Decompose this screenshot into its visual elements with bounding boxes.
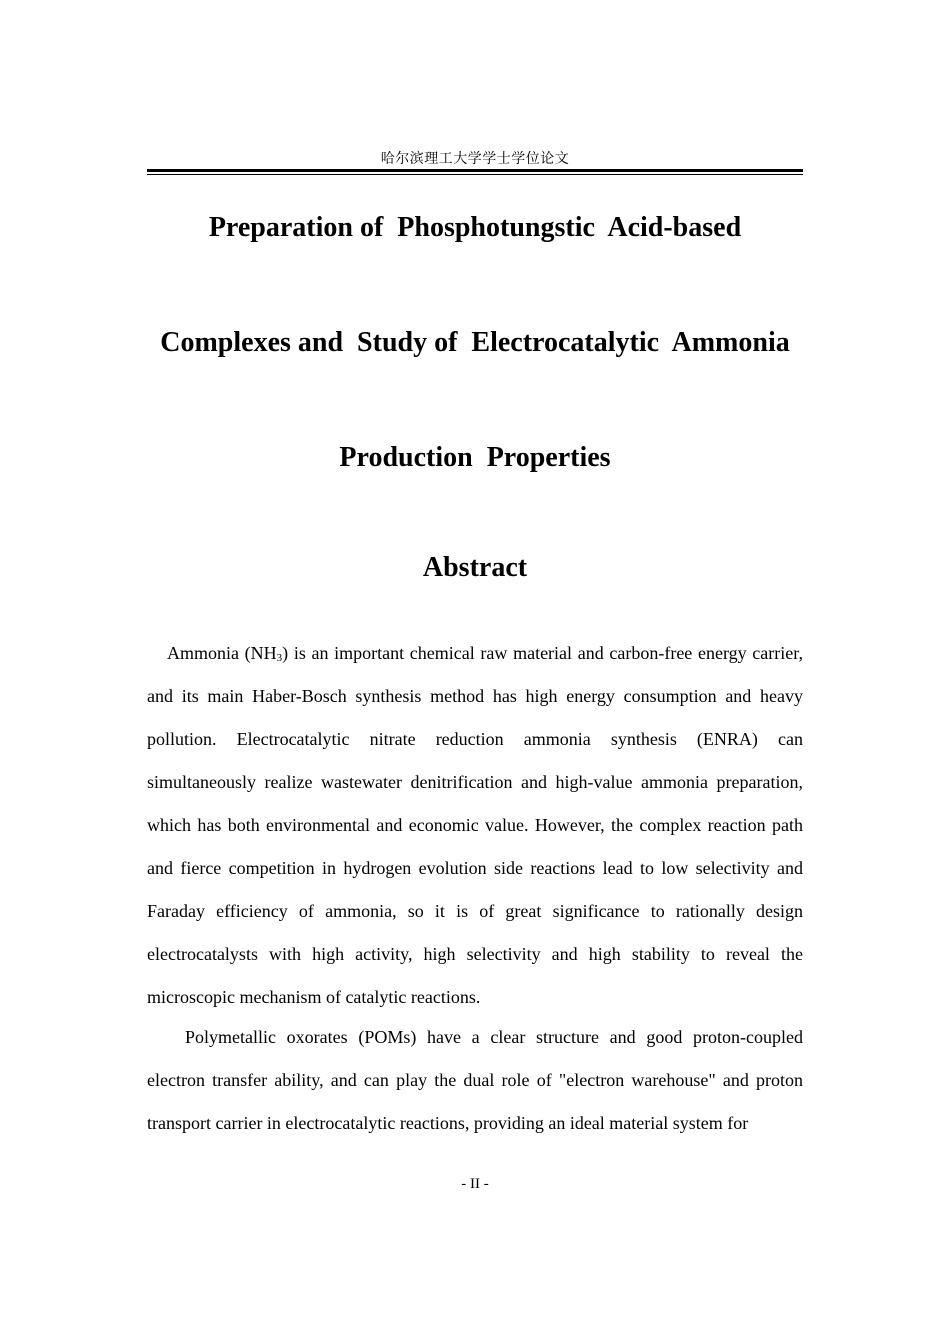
title-line-1: Preparation of Phosphotungstic Acid-based <box>208 212 742 243</box>
running-header: 哈尔滨理工大学学士学位论文 <box>380 151 570 167</box>
subscript-3: 3 <box>276 652 283 664</box>
abstract-paragraph-2: Polymetallic oxorates (POMs) have a clear structure and good proton-coupled electron transfer ability, and can play the dual role of "electron warehouse" and proton transport carrier in electrocatalytic reactions, providing an ideal material system for <box>147 1027 803 1133</box>
abstract-heading: Abstract <box>422 552 528 583</box>
title-line-2: Complexes and Study of Electrocatalytic Ammonia <box>160 327 790 358</box>
page-number: - II - <box>461 1176 489 1192</box>
header-rule-thick <box>147 169 803 172</box>
header-rule-thin <box>147 174 803 175</box>
paragraph-1-text-b: ) is an important chemical raw material and carbon-free energy carrier, and its main Haber-Bosch synthesis method has high energy consumption and heavy pollution. Electrocatalytic nitrate reduction ammonia synthesis (ENRA) can simultaneously realize wastewater denitrification and high-value ammonia preparation, which has both environmental and economic value. However, the complex reaction path and fierce competition in hydrogen evolution side reactions lead to low selectivity and Faraday efficiency of ammonia, so it is of great significance to rationally design electrocatalysts with high activity, high selectivity and high stability to reveal the microscopic mechanism of catalytic reactions. <box>147 643 804 1007</box>
title-line-3: Production Properties <box>339 442 611 473</box>
paragraph-1-text-a: Ammonia (NH <box>167 643 277 663</box>
abstract-paragraph-1 <box>147 632 803 1019</box>
